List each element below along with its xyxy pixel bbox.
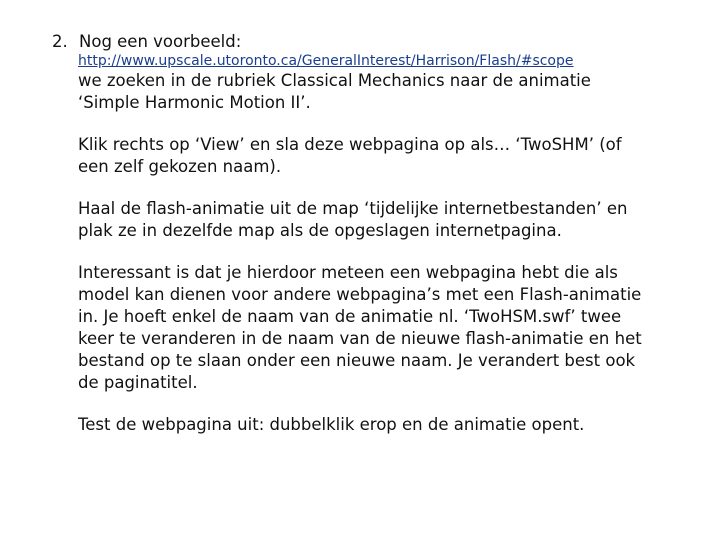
paragraph-test-page bbox=[78, 414, 703, 436]
text-line: Test de webpagina uit: dubbelklik erop en de animatie opent. bbox=[78, 415, 585, 434]
text-line: plak ze in dezelfde map als de opgeslagen internetpagina. bbox=[78, 221, 562, 240]
text-line: een zelf gekozen naam). bbox=[78, 157, 282, 176]
list-item-heading bbox=[52, 31, 241, 53]
text-line: ‘Simple Harmonic Motion II’. bbox=[78, 93, 311, 112]
slide-body bbox=[78, 52, 703, 436]
text-line: Interessant is dat je hierdoor meteen een webpagina hebt die als bbox=[78, 263, 618, 282]
url-link[interactable]: http://www.upscale.utoronto.ca/GeneralInterest/Harrison/Flash/#scope bbox=[78, 53, 574, 69]
paragraph-copy-flash bbox=[78, 198, 703, 242]
paragraph-template-note bbox=[78, 262, 703, 394]
text-line: Klik rechts op ‘View’ en sla deze webpagina op als… ‘TwoSHM’ (of bbox=[78, 135, 622, 154]
text-line: in. Je hoeft enkel de naam van de animatie nl. ‘TwoHSM.swf’ twee bbox=[78, 307, 622, 326]
paragraph-search-instruction bbox=[78, 70, 703, 114]
text-line: bestand op te slaan onder een nieuwe naam. Je verandert best ook bbox=[78, 351, 636, 370]
text-line: de paginatitel. bbox=[78, 373, 198, 392]
text-line: keer te veranderen in de naam van de nieuwe flash-animatie en het bbox=[78, 329, 642, 348]
text-line: model kan dienen voor andere webpagina’s met een Flash-animatie bbox=[78, 285, 642, 304]
text-line: Haal de flash-animatie uit de map ‘tijdelijke internetbestanden’ en bbox=[78, 199, 628, 218]
paragraph-save-page bbox=[78, 134, 703, 178]
heading-text: Nog een voorbeeld: bbox=[79, 32, 242, 51]
text-line: we zoeken in de rubriek Classical Mechanics naar de animatie bbox=[78, 71, 591, 90]
list-number: 2. bbox=[52, 32, 68, 51]
